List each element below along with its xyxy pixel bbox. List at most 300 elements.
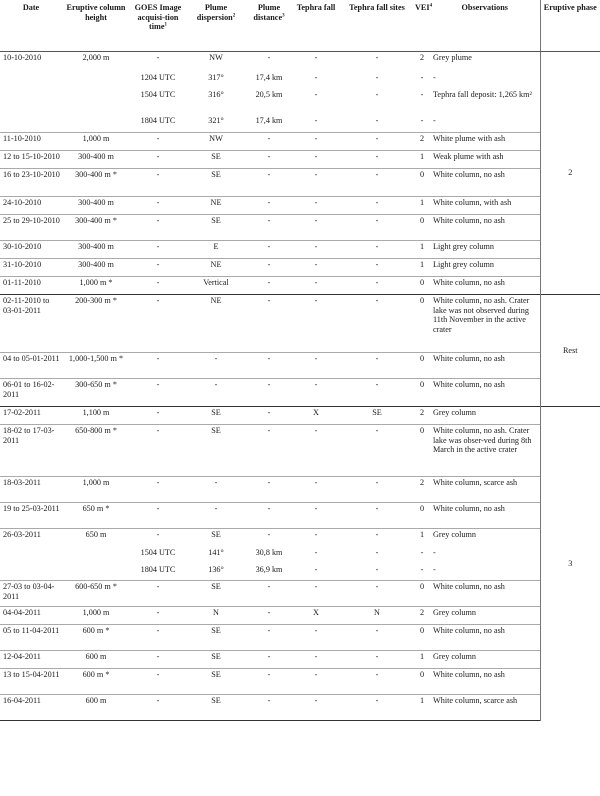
column-height-cell: 600 m * [62, 625, 130, 651]
observations-cell: White column, no ash. Crater lake was not observed during 11th November in the active crater [430, 295, 540, 353]
plume-distance-cell: - [246, 52, 292, 72]
observations-cell: White column, no ash [430, 581, 540, 607]
date-cell: 19 to 25-03-2011 [0, 503, 62, 529]
tephra-fall-cell: - [292, 241, 340, 259]
date-cell: 06-01 to 16-02-2011 [0, 379, 62, 407]
vei-cell: 1 [414, 151, 430, 169]
plume-dispersion-cell: - [186, 477, 246, 503]
tephra-fall-cell: - [292, 651, 340, 669]
tephra-fall-cell: - [314, 115, 318, 125]
goes-time-cell: 1804 UTC [140, 115, 176, 125]
date-cell: 05 to 11-04-2011 [0, 625, 62, 651]
tephra-fall-cell: - [292, 581, 340, 607]
table-row [0, 215, 600, 241]
column-height-cell: 300-400 m [62, 241, 130, 259]
plume-distance-cell: - [246, 169, 292, 197]
plume-distance-cell: - [246, 625, 292, 651]
column-height-cell: 1,000 m [62, 133, 130, 151]
table-row [0, 52, 600, 72]
tephra-fall-cell: - [292, 625, 340, 651]
column-height-cell: 300-400 m [62, 197, 130, 215]
plume-distance-cell: - [246, 197, 292, 215]
tephra-fall-cell: - [292, 529, 340, 547]
tephra-fall-cell: - [314, 89, 318, 99]
tephra-fall-cell: - [292, 695, 340, 721]
tephra-sites-cell: - [375, 89, 379, 99]
table-header-row [0, 0, 600, 52]
plume-distance-cell: - [246, 133, 292, 151]
goes-time-cell: - [130, 669, 186, 695]
plume-dispersion-cell: SE [186, 425, 246, 477]
tephra-sites-cell: - [340, 52, 414, 72]
vei-cell: 0 [414, 625, 430, 651]
observations-cell: White column, with ash [430, 197, 540, 215]
column-height-cell: 200-300 m * [62, 295, 130, 353]
observations-cell: White column, no ash [430, 625, 540, 651]
date-cell: 02-11-2010 to 03-01-2011 [0, 295, 62, 353]
table-row [0, 651, 600, 669]
column-height-cell: 1,100 m [62, 407, 130, 425]
tephra-sites-cell: - [340, 625, 414, 651]
column-height-cell [62, 547, 130, 564]
observations-cell: White column, no ash [430, 169, 540, 197]
goes-time-cell: - [130, 259, 186, 277]
plume-distance-cell: - [246, 151, 292, 169]
plume-dispersion-cell: NE [186, 197, 246, 215]
table-row [0, 669, 600, 695]
plume-dispersion-cell: NW [186, 133, 246, 151]
goes-time-cell: - [130, 169, 186, 197]
goes-time-cell: - [130, 425, 186, 477]
goes-time-cell: - [130, 695, 186, 721]
goes-time-cell: - [130, 477, 186, 503]
observations-cell: White column, scarce ash [430, 477, 540, 503]
date-cell: 11-10-2010 [0, 133, 62, 151]
date-cell [0, 115, 62, 133]
observations-cell: Weak plume with ash [430, 151, 540, 169]
table-body [0, 52, 600, 721]
plume-distance-cell: - [246, 477, 292, 503]
date-cell [0, 89, 62, 115]
header-goes-label: GOES Image acquisi-tion time [134, 3, 182, 32]
tephra-fall-cell: X [292, 407, 340, 425]
plume-dispersion-cell: SE [186, 625, 246, 651]
tephra-sites-cell: SE [340, 407, 414, 425]
header-plume-dispersion [186, 0, 246, 52]
tephra-fall-cell: - [292, 379, 340, 407]
goes-time-cell: - [130, 607, 186, 625]
tephra-sites-cell: - [340, 695, 414, 721]
column-height-cell: 300-400 m * [62, 169, 130, 197]
goes-time-cell: - [130, 651, 186, 669]
table-row [0, 625, 600, 651]
column-height-cell: 300-400 m [62, 259, 130, 277]
date-cell: 16-04-2011 [0, 695, 62, 721]
vei-cell: - [420, 115, 424, 125]
observations-cell: Grey column [430, 407, 540, 425]
header-vei [414, 0, 433, 52]
vei-cell: 1 [414, 197, 430, 215]
table-row [0, 425, 600, 477]
tephra-sites-cell: - [340, 651, 414, 669]
plume-dispersion-cell: NE [186, 295, 246, 353]
date-cell: 27-03 to 03-04-2011 [0, 581, 62, 607]
vei-cell: 2 [414, 477, 430, 503]
date-cell: 12 to 15-10-2010 [0, 151, 62, 169]
column-height-cell [62, 72, 130, 89]
plume-dispersion-cell: SE [186, 581, 246, 607]
tephra-sites-cell: N [340, 607, 414, 625]
table-row [0, 407, 600, 425]
table-row [0, 259, 600, 277]
date-cell: 04 to 05-01-2011 [0, 353, 62, 379]
plume-dispersion-cell: 317° [208, 72, 224, 82]
vei-cell: - [420, 72, 424, 82]
plume-distance-cell: - [246, 695, 292, 721]
table-row [0, 241, 600, 259]
plume-dispersion-cell: NW [186, 52, 246, 72]
date-cell [0, 547, 62, 564]
tephra-fall-cell: - [314, 547, 318, 557]
table-row [0, 529, 600, 547]
tephra-fall-cell: - [314, 72, 318, 82]
tephra-sites-cell: - [340, 581, 414, 607]
vei-cell: 0 [414, 425, 430, 477]
plume-distance-cell: 17,4 km [255, 72, 283, 82]
table-row [0, 89, 600, 115]
plume-dispersion-cell: SE [186, 215, 246, 241]
table-row [0, 581, 600, 607]
observations-cell: White plume with ash [430, 133, 540, 151]
tephra-sites-cell: - [340, 277, 414, 295]
goes-time-cell: - [130, 407, 186, 425]
date-cell: 16 to 23-10-2010 [0, 169, 62, 197]
observations-cell: White column, no ash. Crater lake was obser-ved during 8th March in the active crater [430, 425, 540, 477]
table-row [0, 72, 600, 89]
table-row [0, 564, 600, 581]
vei-cell: 2 [414, 52, 430, 72]
plume-dispersion-cell: 321° [208, 115, 224, 125]
tephra-fall-cell: - [292, 503, 340, 529]
plume-dispersion-cell: Vertical [186, 277, 246, 295]
date-cell: 26-03-2011 [0, 529, 62, 547]
table-row [0, 133, 600, 151]
header-tephra-fall: Tephra fall [292, 0, 340, 52]
column-height-cell: 1,000-1,500 m * [62, 353, 130, 379]
date-cell: 31-10-2010 [0, 259, 62, 277]
header-column-height: Eruptive column height [62, 0, 130, 52]
vei-cell: - [420, 564, 424, 574]
plume-dispersion-cell: - [186, 503, 246, 529]
tephra-sites-cell: - [340, 529, 414, 547]
plume-distance-cell: - [246, 407, 292, 425]
column-height-cell [62, 564, 130, 581]
plume-dispersion-cell: SE [186, 529, 246, 547]
plume-distance-cell: 17,4 km [255, 115, 283, 125]
observations-cell: White column, no ash [430, 503, 540, 529]
goes-time-cell: - [130, 379, 186, 407]
observations-cell: White column, no ash [430, 277, 540, 295]
observations-cell: White column, no ash [430, 669, 540, 695]
vei-cell: 0 [414, 277, 430, 295]
table-row [0, 169, 600, 197]
footnote-mark: 2 [232, 12, 236, 18]
tephra-fall-cell: - [292, 151, 340, 169]
observations-cell: - [433, 564, 436, 574]
column-height-cell: 300-400 m [62, 151, 130, 169]
header-tephra-sites: Tephra fall sites [340, 0, 414, 52]
tephra-fall-cell: - [292, 133, 340, 151]
tephra-sites-cell: - [340, 379, 414, 407]
vei-cell: 2 [414, 133, 430, 151]
column-height-cell: 1,000 m * [62, 277, 130, 295]
plume-dispersion-cell: SE [186, 669, 246, 695]
vei-cell: 2 [414, 607, 430, 625]
observations-cell: Light grey column [430, 241, 540, 259]
goes-time-cell: - [130, 197, 186, 215]
column-height-cell: 650 m * [62, 503, 130, 529]
column-height-cell [62, 115, 130, 133]
plume-dispersion-cell: SE [186, 651, 246, 669]
date-cell [0, 564, 62, 581]
goes-time-cell: 1804 UTC [140, 564, 176, 574]
vei-cell: 1 [414, 259, 430, 277]
vei-cell: 0 [414, 169, 430, 197]
observations-cell: White column, no ash [430, 353, 540, 379]
tephra-sites-cell: - [340, 425, 414, 477]
vei-cell: 0 [414, 215, 430, 241]
vei-cell: 0 [414, 581, 430, 607]
footnote-mark: 4 [429, 3, 433, 9]
plume-distance-cell: - [246, 215, 292, 241]
tephra-sites-cell: - [375, 564, 379, 574]
tephra-sites-cell: - [340, 259, 414, 277]
header-goes-time [130, 0, 186, 52]
goes-time-cell: - [130, 215, 186, 241]
goes-time-cell: - [130, 625, 186, 651]
header-observations: Observations [430, 0, 540, 52]
plume-dispersion-cell: 141° [208, 547, 224, 557]
plume-distance-cell: 20,5 km [255, 89, 283, 99]
plume-dispersion-cell: SE [186, 695, 246, 721]
tephra-fall-cell: - [292, 169, 340, 197]
footnote-mark: 1 [164, 22, 167, 28]
date-cell: 13 to 15-04-2011 [0, 669, 62, 695]
tephra-fall-cell: - [292, 259, 340, 277]
plume-dispersion-cell: 136° [208, 564, 224, 574]
column-height-cell: 1,000 m [62, 607, 130, 625]
tephra-sites-cell: - [340, 669, 414, 695]
plume-dispersion-cell: SE [186, 407, 246, 425]
observations-cell: Grey column [430, 651, 540, 669]
vei-cell: - [420, 89, 424, 99]
table-row [0, 151, 600, 169]
plume-distance-cell: - [246, 669, 292, 695]
observations-cell: Tephra fall deposit: 1,265 km² [433, 89, 532, 99]
date-cell [0, 72, 62, 89]
goes-time-cell: - [130, 295, 186, 353]
table-row [0, 295, 600, 353]
goes-time-cell: - [130, 277, 186, 295]
table-row [0, 115, 600, 133]
goes-time-cell: 1504 UTC [140, 547, 176, 557]
table-row [0, 695, 600, 721]
plume-dispersion-cell: SE [186, 151, 246, 169]
column-height-cell: 1,000 m [62, 477, 130, 503]
header-plume-distance [246, 0, 292, 52]
goes-time-cell: - [130, 151, 186, 169]
column-height-cell: 600-650 m * [62, 581, 130, 607]
column-height-cell: 650 m [62, 529, 130, 547]
plume-dispersion-cell: N [186, 607, 246, 625]
date-cell: 01-11-2010 [0, 277, 62, 295]
plume-distance-cell: - [246, 353, 292, 379]
date-cell: 10-10-2010 [0, 52, 62, 72]
vei-cell: 2 [414, 407, 430, 425]
plume-dispersion-cell: - [186, 353, 246, 379]
tephra-sites-cell: - [340, 353, 414, 379]
observations-cell: Light grey column [430, 259, 540, 277]
eruptive-phase-cell: Rest [540, 295, 600, 407]
tephra-fall-cell: - [292, 425, 340, 477]
goes-time-cell: - [130, 529, 186, 547]
goes-time-cell: - [130, 353, 186, 379]
plume-dispersion-cell: 316° [208, 89, 224, 99]
plume-distance-cell: - [246, 607, 292, 625]
date-cell: 25 to 29-10-2010 [0, 215, 62, 241]
tephra-sites-cell: - [375, 547, 379, 557]
goes-time-cell: - [130, 581, 186, 607]
vei-cell: 0 [414, 503, 430, 529]
tephra-fall-cell: - [292, 215, 340, 241]
observations-cell: White column, no ash [430, 215, 540, 241]
table-row [0, 353, 600, 379]
tephra-fall-cell: - [292, 52, 340, 72]
tephra-sites-cell: - [340, 169, 414, 197]
plume-distance-cell: 30,8 km [255, 547, 283, 557]
tephra-sites-cell: - [340, 197, 414, 215]
vei-cell: 1 [414, 241, 430, 259]
goes-time-cell: - [130, 503, 186, 529]
tephra-fall-cell: - [292, 353, 340, 379]
column-height-cell: 600 m [62, 651, 130, 669]
table-row [0, 379, 600, 407]
plume-distance-cell: - [246, 241, 292, 259]
tephra-sites-cell: - [375, 115, 379, 125]
table-row [0, 197, 600, 215]
header-date: Date [0, 0, 62, 52]
plume-distance-cell: - [246, 425, 292, 477]
vei-cell: 0 [414, 353, 430, 379]
plume-distance-cell: 36,9 km [255, 564, 283, 574]
date-cell: 04-04-2011 [0, 607, 62, 625]
date-cell: 17-02-2011 [0, 407, 62, 425]
observations-cell: Grey column [430, 529, 540, 547]
tephra-sites-cell: - [340, 215, 414, 241]
goes-time-cell: - [130, 52, 186, 72]
plume-dispersion-cell: E [186, 241, 246, 259]
tephra-fall-cell: - [292, 277, 340, 295]
vei-cell: 1 [414, 529, 430, 547]
date-cell: 12-04-2011 [0, 651, 62, 669]
vei-cell: 0 [414, 379, 430, 407]
table-row [0, 547, 600, 564]
tephra-fall-cell: - [292, 477, 340, 503]
tephra-sites-cell: - [340, 151, 414, 169]
plume-dispersion-cell: - [186, 379, 246, 407]
column-height-cell [62, 89, 130, 115]
header-vei-label: VEI [415, 3, 430, 12]
goes-time-cell: 1504 UTC [140, 89, 176, 99]
plume-distance-cell: - [246, 651, 292, 669]
observations-cell: - [433, 115, 436, 125]
column-height-cell: 600 m * [62, 669, 130, 695]
date-cell: 30-10-2010 [0, 241, 62, 259]
observations-cell: - [433, 547, 436, 557]
tephra-sites-cell: - [340, 133, 414, 151]
plume-distance-cell: - [246, 581, 292, 607]
tephra-sites-cell: - [340, 241, 414, 259]
vei-cell: 1 [414, 695, 430, 721]
date-cell: 24-10-2010 [0, 197, 62, 215]
observations-cell: - [433, 72, 436, 82]
eruptive-phase-cell: 3 [540, 407, 600, 721]
column-height-cell: 600 m [62, 695, 130, 721]
table-row [0, 277, 600, 295]
plume-distance-cell: - [246, 277, 292, 295]
footnote-mark: 3 [282, 12, 285, 18]
plume-distance-cell: - [246, 295, 292, 353]
plume-distance-cell: - [246, 529, 292, 547]
column-height-cell: 2,000 m [62, 52, 130, 72]
vei-cell: - [420, 547, 424, 557]
plume-distance-cell: - [246, 259, 292, 277]
table-row [0, 477, 600, 503]
vei-cell: 0 [414, 295, 430, 353]
vei-cell: 0 [414, 669, 430, 695]
goes-time-cell: - [130, 241, 186, 259]
header-distance-label: Plume distance [253, 3, 283, 22]
header-dispersion-label: Plume dispersion [196, 3, 233, 22]
plume-dispersion-cell: NE [186, 259, 246, 277]
vei-cell: 1 [414, 651, 430, 669]
eruptive-phase-cell: 2 [540, 52, 600, 295]
tephra-fall-cell: - [292, 669, 340, 695]
tephra-sites-cell: - [340, 477, 414, 503]
plume-distance-cell: - [246, 379, 292, 407]
header-eruptive-phase: Eruptive phase [540, 0, 600, 52]
column-height-cell: 300-400 m * [62, 215, 130, 241]
date-cell: 18-03-2011 [0, 477, 62, 503]
tephra-fall-cell: X [292, 607, 340, 625]
table-row [0, 503, 600, 529]
tephra-fall-cell: - [292, 197, 340, 215]
column-height-cell: 300-650 m * [62, 379, 130, 407]
goes-time-cell: - [130, 133, 186, 151]
column-height-cell: 650-800 m * [62, 425, 130, 477]
table-row [0, 607, 600, 625]
plume-dispersion-cell: SE [186, 169, 246, 197]
tephra-sites-cell: - [375, 72, 379, 82]
observations-cell: Grey column [430, 607, 540, 625]
date-cell: 18-02 to 17-03-2011 [0, 425, 62, 477]
tephra-sites-cell: - [340, 503, 414, 529]
plume-distance-cell: - [246, 503, 292, 529]
tephra-sites-cell: - [340, 295, 414, 353]
tephra-fall-cell: - [314, 564, 318, 574]
observations-cell: White column, no ash [430, 379, 540, 407]
observations-cell: White column, scarce ash [430, 695, 540, 721]
